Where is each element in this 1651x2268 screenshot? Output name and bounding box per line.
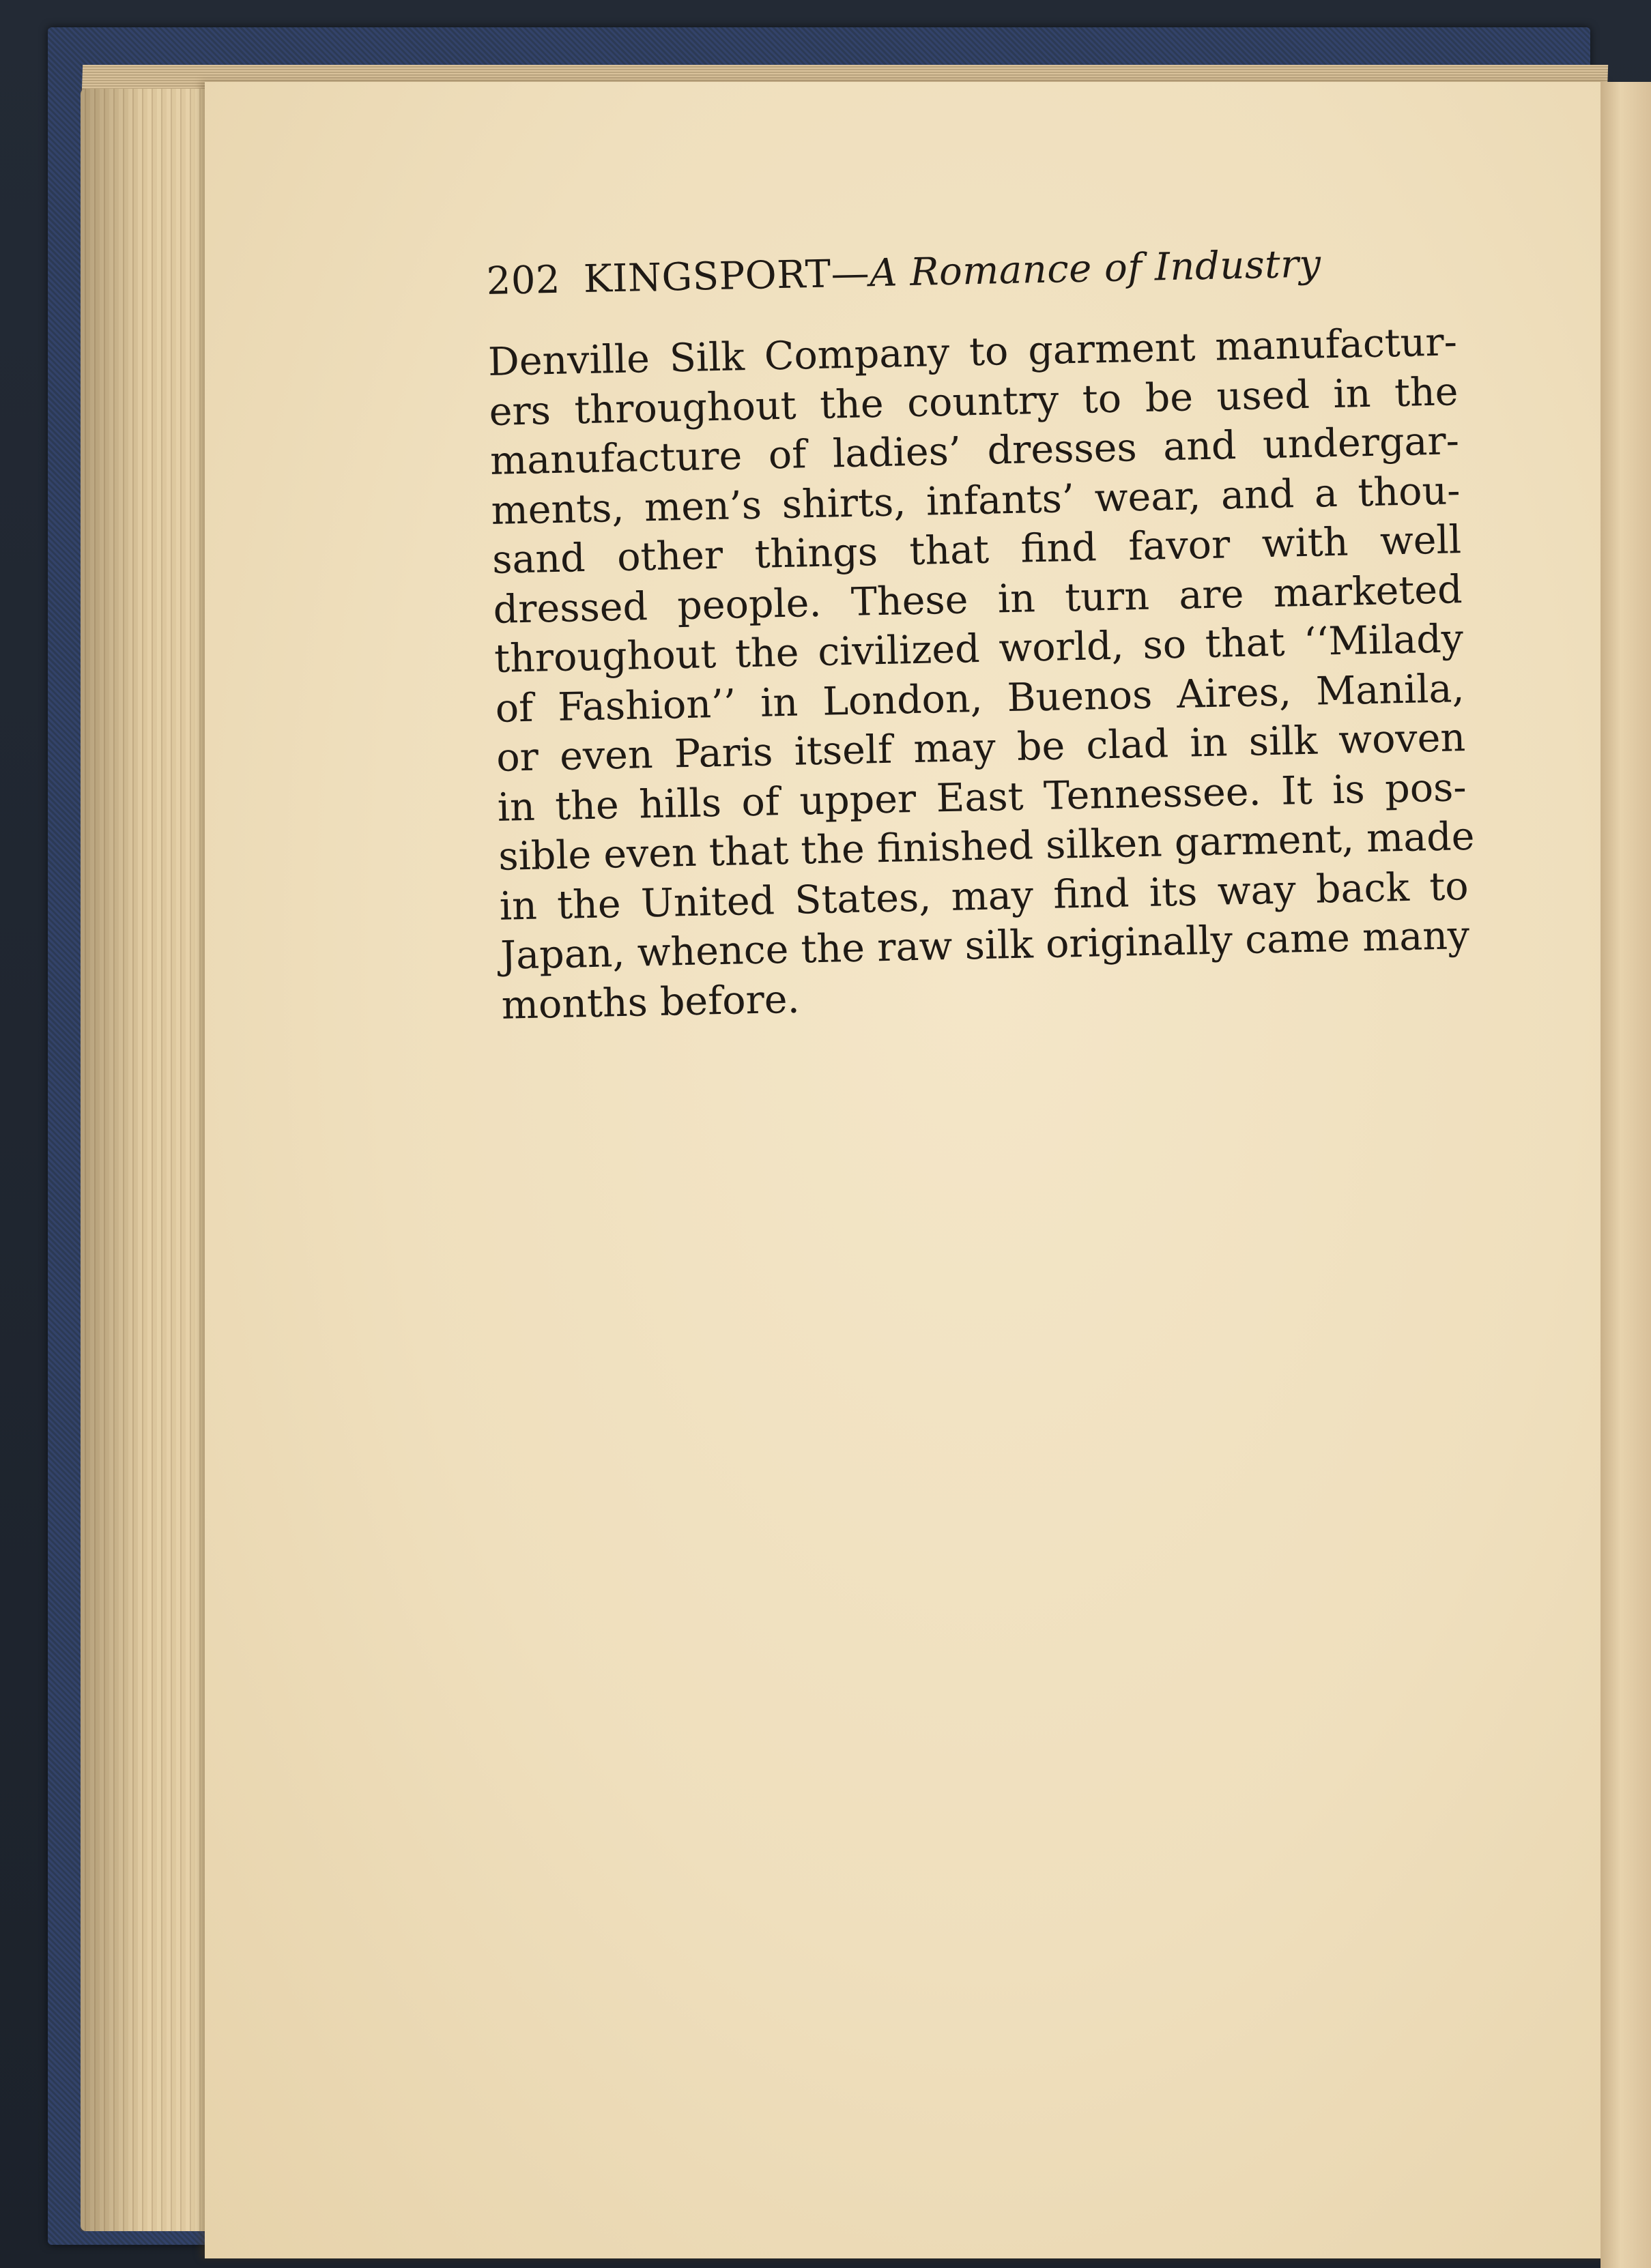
body-line: Denville Silk Company to garment manufactur- [487,319,1458,385]
book-title: KINGSPORT— [583,251,870,302]
page-text-block [486,239,1476,1030]
body-line: dressed people. These in turn are marketed [493,566,1463,633]
body-line: sand other things that find favor with well [491,517,1462,583]
body-line: months before. [501,976,801,1028]
book-subtitle: A Romance of Industry [869,242,1322,296]
body-line: manufacture of ladies’ dresses and undergar- [489,418,1460,484]
body-line: or even Paris itself may be clad in silk woven [496,715,1466,781]
body-line: Japan, whence the raw silk originally came many [500,913,1470,978]
body-line: in the hills of upper East Tennessee. It is pos- [497,764,1467,830]
body-line: in the United States, may find its way back to [499,863,1469,929]
body-line: sible even that the finished silken garment, made [498,813,1476,879]
body-line: ers throughout the country to be used in the [488,368,1459,435]
body-line: throughout the civilized world, so that ‘‘Milady [493,616,1464,682]
body-line: of Fashion’’ in London, Buenos Aires, Manila, [495,665,1465,731]
page-gutter [1600,82,1651,2268]
page-number: 202 [486,257,561,304]
body-line: ments, men’s shirts, infants’ wear, and a thou- [491,467,1461,534]
body-text [487,317,1476,1030]
